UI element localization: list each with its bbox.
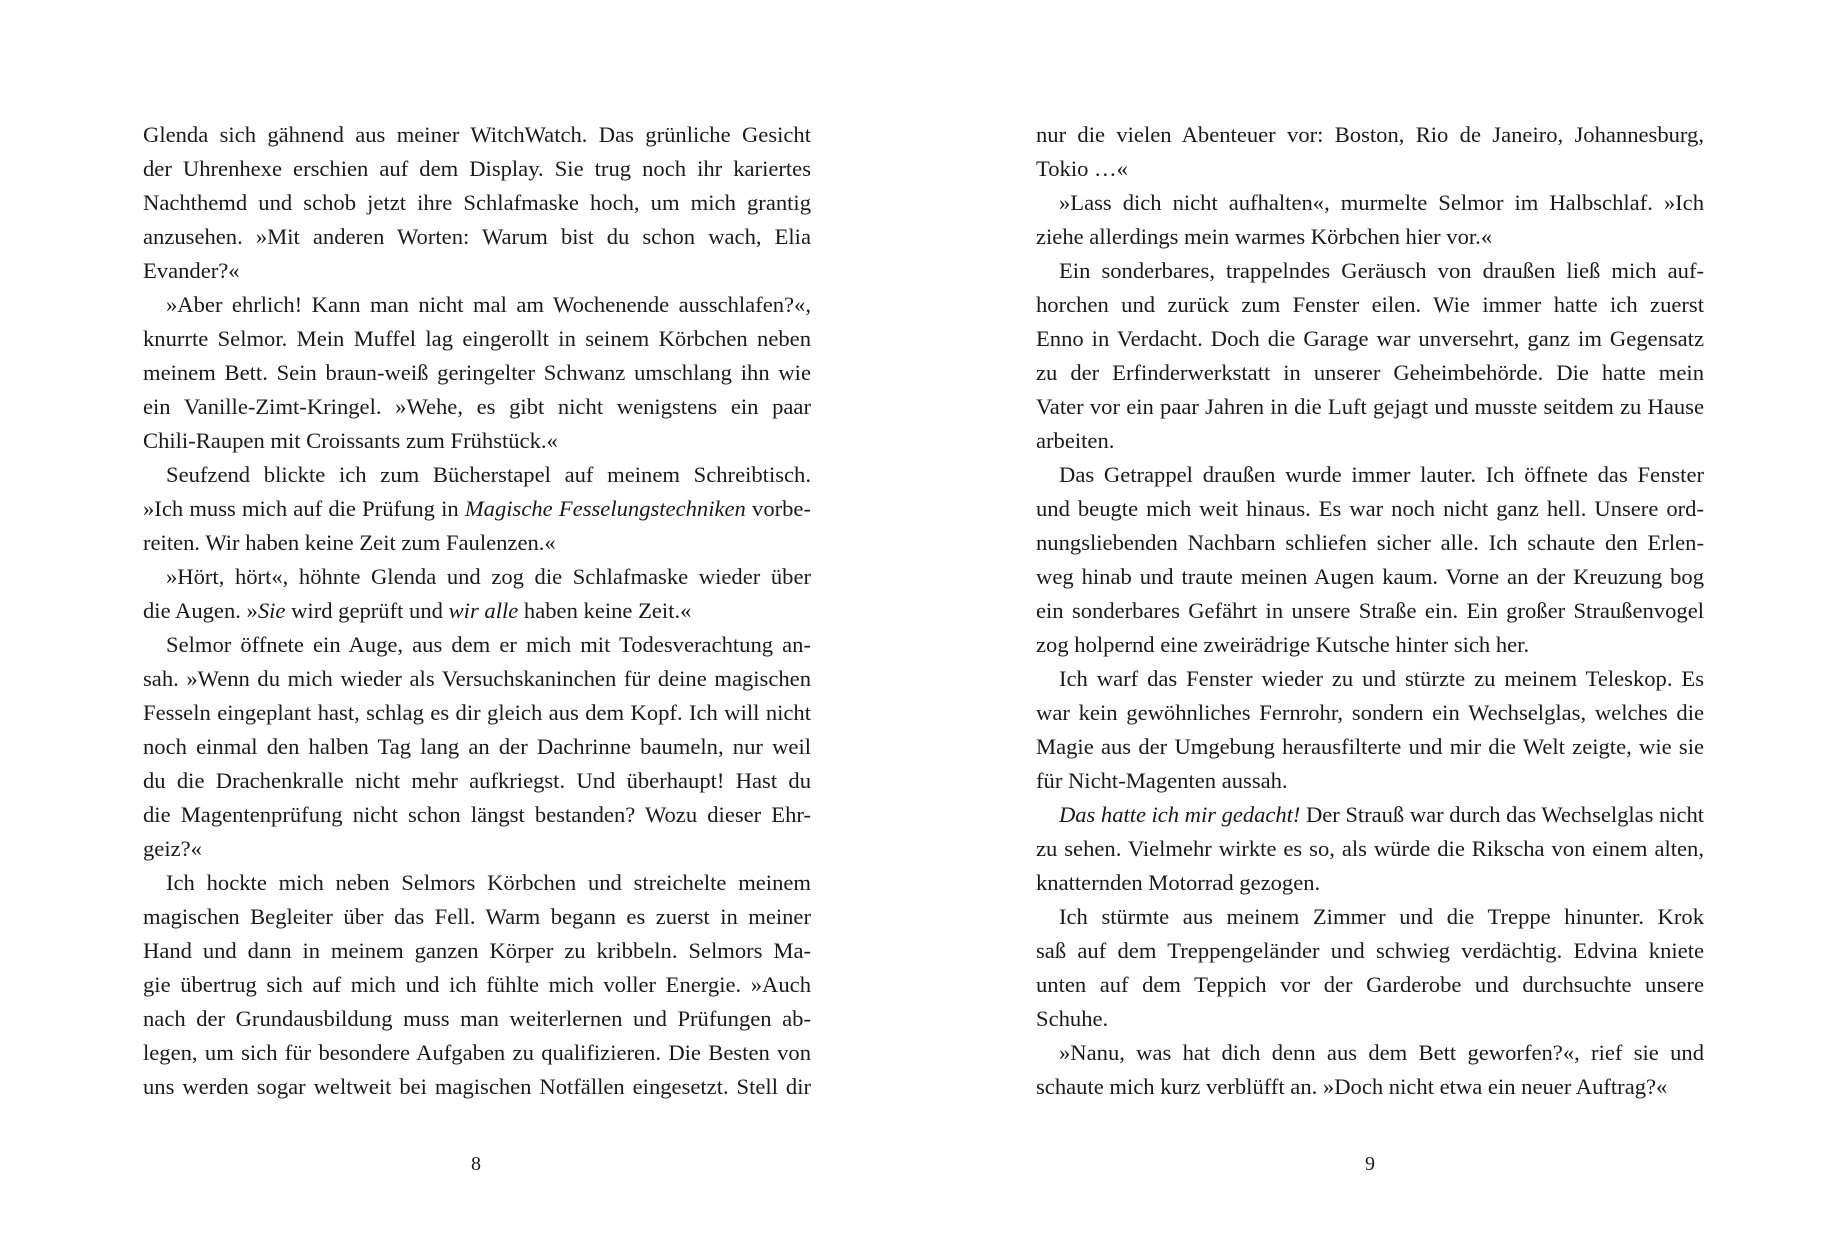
text-line: Das Getrappel draußen wurde immer lauter. Ich öffnete das Fenster [1059,462,1704,487]
text-line: nur die vielen Abenteuer vor: Boston, Rio de Janeiro, Johannesburg, [1036,122,1704,147]
right-page-text [1036,118,1704,1104]
text-line: Selmor öffnete ein Auge, aus dem er mich mit Todesverachtung an- [166,632,811,657]
page-number: 9 [1365,1153,1375,1175]
text-line: horchen und zurück zum Fenster eilen. Wie immer hatte ich zuerst [1036,292,1704,317]
text-line: noch einmal den halben Tag lang an der Dachrinne baumeln, nur weil [143,734,811,759]
text-line: Ich stürmte aus meinem Zimmer und die Treppe hinunter. Krok [1059,904,1704,929]
text-line: der Uhrenhexe erschien auf dem Display. Sie trug noch ihr kariertes [143,156,811,181]
text-line: ziehe allerdings mein warmes Körbchen hier vor.« [1036,224,1493,249]
italic-emphasis: Sie [257,598,286,623]
text-line: ein Vanille-Zimt-Kringel. »Wehe, es gibt nicht wenigstens ein paar [143,394,811,419]
text-line: gie übertrug sich auf mich und ich fühlte mich voller Energie. »Auch [143,972,811,997]
text-line: uns werden sogar weltweit bei magischen Notfällen eingesetzt. Stell dir [143,1074,811,1099]
text-line: Seufzend blickte ich zum Bücherstapel auf meinem Schreibtisch. [166,462,811,487]
text-line: Ein sonderbares, trappelndes Geräusch von draußen ließ mich auf- [1059,258,1704,283]
text-line: für Nicht-Magenten aussah. [1036,768,1288,793]
text-line: »Aber ehrlich! Kann man nicht mal am Wochenende ausschlafen?«, [166,292,811,317]
text-line: die Magentenprüfung nicht schon längst bestanden? Wozu dieser Ehr- [143,802,811,827]
text-line: Glenda sich gähnend aus meiner WitchWatch. Das grünliche Gesicht [143,122,811,147]
text-line: anzusehen. »Mit anderen Worten: Warum bist du schon wach, Elia [143,224,811,249]
text-line: zu der Erfinderwerkstatt in unserer Geheimbehörde. Die hatte mein [1036,360,1704,385]
text-line: zu sehen. Vielmehr wirkte es so, als würde die Rikscha von einem alten, [1036,836,1704,861]
italic-title: Magische Fesselungstechniken [464,496,746,521]
text-line: »Lass dich nicht aufhalten«, murmelte Selmor im Halbschlaf. »Ich [1059,190,1704,215]
text-line: saß auf dem Treppengeländer und schwieg verdächtig. Edvina kniete [1036,938,1704,963]
italic-emphasis: wir alle [448,598,519,623]
text-line: arbeiten. [1036,428,1115,453]
text-line: knurrte Selmor. Mein Muffel lag eingerollt in seinem Körbchen neben [143,326,811,351]
left-page [0,0,915,1240]
text-line: schaute mich kurz verblüfft an. »Doch nicht etwa ein neuer Auftrag?« [1036,1074,1668,1099]
text-line: Enno in Verdacht. Doch die Garage war unversehrt, ganz im Gegensatz [1036,326,1704,351]
text-line: Magie aus der Umgebung herausfilterte und mir die Welt zeigte, wie sie [1036,734,1704,759]
text-line: »Ich muss mich auf die Prüfung in Magische Fesselungstechniken vorbe- [143,496,811,521]
text-line: weg hinab und traute meinen Augen kaum. Vorne an der Kreuzung bog [1036,564,1704,589]
text-line: Vater vor ein paar Jahren in die Luft gejagt und musste seitdem zu Hause [1036,394,1704,419]
text-line: legen, um sich für besondere Aufgaben zu qualifizieren. Die Besten von [143,1040,811,1065]
text-line: die Augen. »Sie wird geprüft und wir alle haben keine Zeit.« [143,598,692,623]
text-line: Ich warf das Fenster wieder zu und stürzte zu meinem Teleskop. Es [1059,666,1704,691]
text-line: ein sonderbares Gefährt in unsere Straße ein. Ein großer Straußenvogel [1036,598,1704,623]
text-line: war kein gewöhnliches Fernrohr, sondern ein Wechselglas, welches die [1036,700,1704,725]
text-line: Fesseln eingeplant hast, schlag es dir gleich aus dem Kopf. Ich will nicht [143,700,811,725]
text-line: du die Drachenkralle nicht mehr aufkriegst. Und überhaupt! Hast du [143,768,811,793]
text-line: geiz?« [143,836,202,861]
text-line: sah. »Wenn du mich wieder als Versuchskaninchen für deine magischen [143,666,811,691]
italic-emphasis: Das hatte ich mir gedacht! [1059,802,1301,827]
text-line: knatternden Motorrad gezogen. [1036,870,1321,895]
text-line: Hand und dann in meinem ganzen Körper zu kribbeln. Selmors Ma- [143,938,811,963]
text-line: Tokio …« [1036,156,1128,181]
text-line: Ich hockte mich neben Selmors Körbchen und streichelte meinem [166,870,811,895]
left-page-text [143,118,811,1104]
text-line: reiten. Wir haben keine Zeit zum Faulenzen.« [143,530,556,555]
text-line: »Hört, hört«, höhnte Glenda und zog die Schlafmaske wieder über [166,564,811,589]
text-line: zog holpernd eine zweirädrige Kutsche hinter sich her. [1036,632,1530,657]
text-line: Chili-Raupen mit Croissants zum Frühstück.« [143,428,558,453]
text-line: nungsliebenden Nachbarn schliefen sicher alle. Ich schaute den Erlen- [1036,530,1704,555]
text-line: meinem Bett. Sein braun-weiß geringelter Schwanz umschlang ihn wie [143,360,811,385]
text-line: Schuhe. [1036,1006,1109,1031]
text-line: nach der Grundausbildung muss man weiterlernen und Prüfungen ab- [143,1006,811,1031]
text-line: unten auf dem Teppich vor der Garderobe und durchsuchte unsere [1036,972,1704,997]
text-line: und beugte mich weit hinaus. Es war noch nicht ganz hell. Unsere ord- [1036,496,1704,521]
page-number: 8 [471,1153,481,1175]
text-line: »Nanu, was hat dich denn aus dem Bett geworfen?«, rief sie und [1059,1040,1704,1065]
text-line: Nachthemd und schob jetzt ihre Schlafmaske hoch, um mich grantig [143,190,811,215]
right-page [916,0,1831,1240]
text-line: Evander?« [143,258,240,283]
text-line: Das hatte ich mir gedacht! Der Strauß war durch das Wechselglas nicht [1059,802,1704,827]
text-line: magischen Begleiter über das Fell. Warm begann es zuerst in meiner [143,904,811,929]
